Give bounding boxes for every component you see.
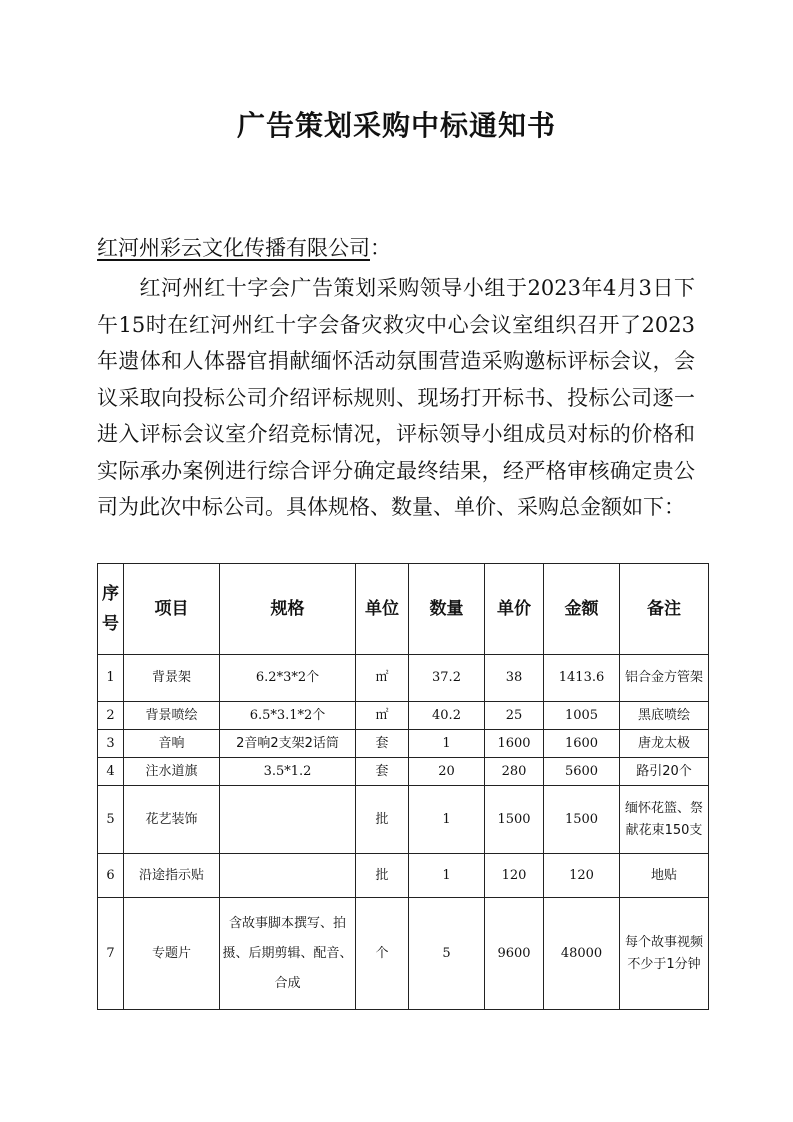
document-title: 广告策划采购中标通知书 xyxy=(236,109,556,142)
cell-price: 280 xyxy=(485,758,544,786)
cell-qty: 20 xyxy=(409,758,485,786)
cell-spec xyxy=(220,786,356,854)
cell-item: 音响 xyxy=(124,730,220,758)
cell-remark: 路引20个 xyxy=(620,758,709,786)
cell-unit: ㎡ xyxy=(356,702,409,730)
cell-no: 5 xyxy=(98,786,124,854)
cell-price: 38 xyxy=(485,655,544,702)
cell-no: 6 xyxy=(98,854,124,898)
cell-price: 1500 xyxy=(485,786,544,854)
cell-no: 1 xyxy=(98,655,124,702)
notice-body-text: 红河州红十字会广告策划采购领导小组于2023年4月3日下午15时在红河州红十字会备灾救灾中心会议室组织召开了2023年遗体和人体器官捐献缅怀活动氛围营造采购邀标评标会议，会议采取向投标公司介绍评标规则、现场打开标书、投标公司逐一进入评标会议室介绍竞标情况，评标领导小组成员对标的价格和实际承办案例进行综合评分确定最终结果，经严格审核确定贵公司为此次中标公司。具体规格、数量、单价、采购总金额如下： xyxy=(97,276,695,519)
table-row xyxy=(98,854,709,898)
cell-item: 背景架 xyxy=(124,655,220,702)
table-row xyxy=(98,758,709,786)
procurement-table xyxy=(97,563,709,1010)
cell-item: 专题片 xyxy=(124,898,220,1010)
cell-no: 7 xyxy=(98,898,124,1010)
cell-amount: 48000 xyxy=(544,898,620,1010)
cell-amount: 1413.6 xyxy=(544,655,620,702)
cell-spec xyxy=(220,854,356,898)
cell-unit: 套 xyxy=(356,758,409,786)
cell-qty: 5 xyxy=(409,898,485,1010)
cell-item: 背景喷绘 xyxy=(124,702,220,730)
cell-remark: 缅怀花篮、祭献花束150支 xyxy=(620,786,709,854)
cell-qty: 37.2 xyxy=(409,655,485,702)
cell-item: 花艺装饰 xyxy=(124,786,220,854)
cell-qty: 1 xyxy=(409,730,485,758)
header-no: 序号 xyxy=(98,564,124,655)
cell-spec: 含故事脚本撰写、拍摄、后期剪辑、配音、合成 xyxy=(220,898,356,1010)
table-row xyxy=(98,655,709,702)
cell-amount: 1600 xyxy=(544,730,620,758)
cell-qty: 40.2 xyxy=(409,702,485,730)
salutation xyxy=(97,232,391,264)
table-row xyxy=(98,730,709,758)
table-row xyxy=(98,702,709,730)
table-row xyxy=(98,786,709,854)
header-unit: 单位 xyxy=(356,564,409,655)
cell-price: 25 xyxy=(485,702,544,730)
notice-body xyxy=(97,270,695,526)
cell-unit: ㎡ xyxy=(356,655,409,702)
cell-unit: 批 xyxy=(356,854,409,898)
cell-no: 3 xyxy=(98,730,124,758)
cell-amount: 120 xyxy=(544,854,620,898)
salutation-colon: ： xyxy=(370,236,391,260)
recipient-company: 红河州彩云文化传播有限公司 xyxy=(97,236,370,260)
table-row xyxy=(98,898,709,1010)
cell-no: 4 xyxy=(98,758,124,786)
cell-price: 1600 xyxy=(485,730,544,758)
table-header-row xyxy=(98,564,709,655)
cell-qty: 1 xyxy=(409,786,485,854)
cell-remark: 地贴 xyxy=(620,854,709,898)
cell-spec: 6.2*3*2个 xyxy=(220,655,356,702)
cell-amount: 1005 xyxy=(544,702,620,730)
cell-qty: 1 xyxy=(409,854,485,898)
header-price: 单价 xyxy=(485,564,544,655)
cell-spec: 3.5*1.2 xyxy=(220,758,356,786)
cell-remark: 铝合金方管架 xyxy=(620,655,709,702)
cell-remark: 黑底喷绘 xyxy=(620,702,709,730)
header-spec: 规格 xyxy=(220,564,356,655)
header-amount: 金额 xyxy=(544,564,620,655)
cell-price: 9600 xyxy=(485,898,544,1010)
cell-unit: 套 xyxy=(356,730,409,758)
cell-price: 120 xyxy=(485,854,544,898)
cell-remark: 唐龙太极 xyxy=(620,730,709,758)
cell-item: 注水道旗 xyxy=(124,758,220,786)
cell-no: 2 xyxy=(98,702,124,730)
header-remark: 备注 xyxy=(620,564,709,655)
header-item: 项目 xyxy=(124,564,220,655)
cell-remark: 每个故事视频不少于1分钟 xyxy=(620,898,709,1010)
cell-spec: 2音响2支架2话筒 xyxy=(220,730,356,758)
cell-amount: 1500 xyxy=(544,786,620,854)
cell-unit: 个 xyxy=(356,898,409,1010)
cell-spec: 6.5*3.1*2个 xyxy=(220,702,356,730)
cell-item: 沿途指示贴 xyxy=(124,854,220,898)
cell-unit: 批 xyxy=(356,786,409,854)
header-qty: 数量 xyxy=(409,564,485,655)
cell-amount: 5600 xyxy=(544,758,620,786)
